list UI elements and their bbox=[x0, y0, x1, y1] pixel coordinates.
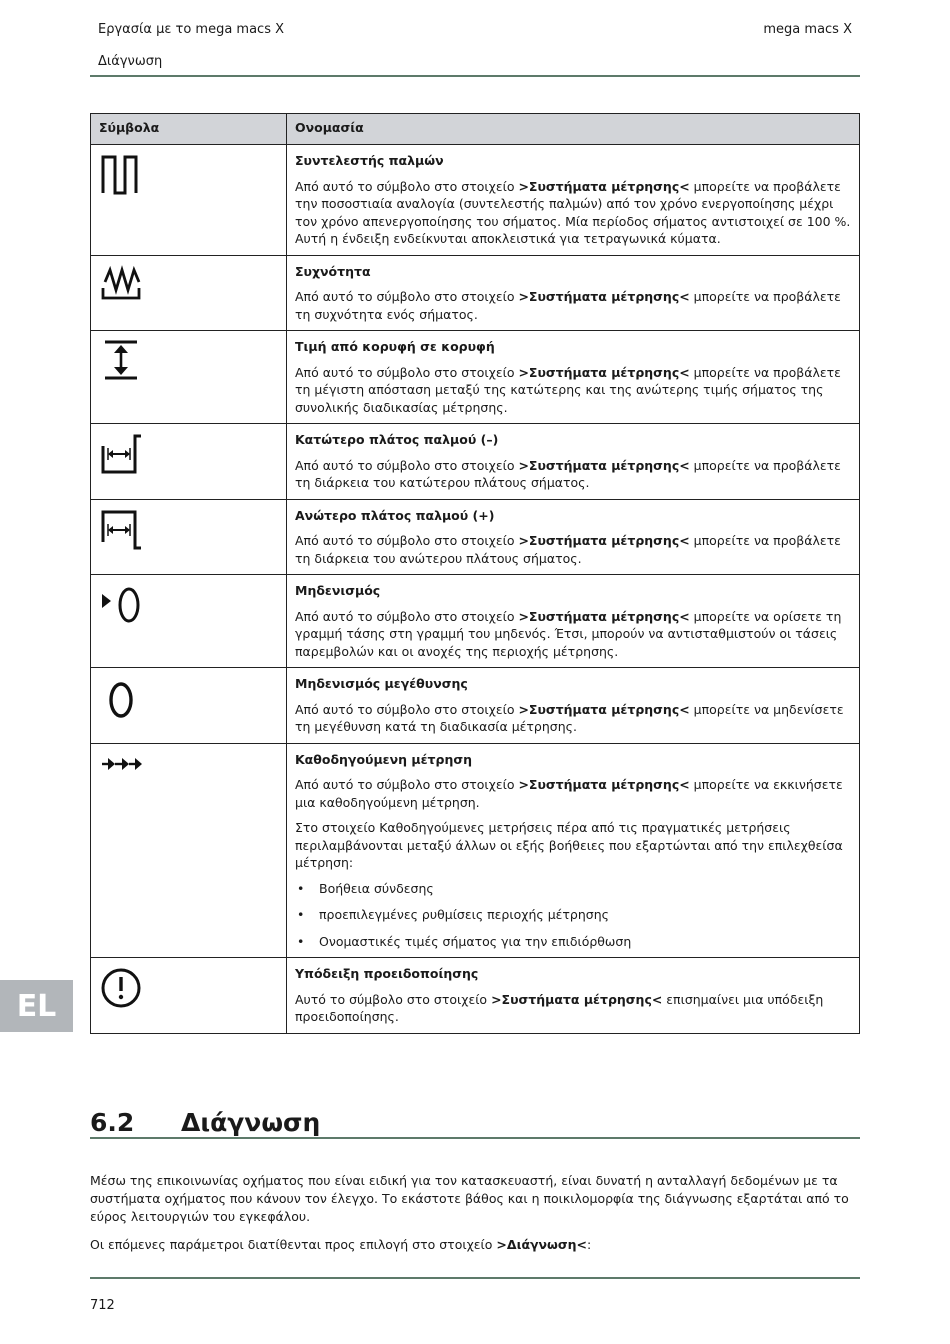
measurement-systems-ref: >Συστήματα μέτρησης< bbox=[518, 364, 690, 380]
symbol-cell bbox=[91, 575, 287, 668]
table-row bbox=[91, 743, 860, 958]
symbol-title: Ανώτερο πλάτος παλμού (+) bbox=[295, 507, 495, 523]
symbol-description: Από αυτό το σύμβολο στο στοιχείο >Συστήματα μέτρησης< μπορείτε να μηδενίσετε τη μεγέθυνση κατά τη διαδικασία μέτρησης. bbox=[295, 701, 844, 734]
symbol-description: Από αυτό το σύμβολο στο στοιχείο >Συστήματα μέτρησης< μπορείτε να ορίσετε τη γραμμή τάσης στη γραμμή του μηδενός. Έτσι, μπορούν να αντισταθμιστούν οι τάσεις παρεμβολών και οι ανοχές της περιοχής μέτρησης. bbox=[295, 608, 842, 659]
table-row bbox=[91, 331, 860, 424]
header-title: Εργασία με το mega macs X bbox=[98, 22, 285, 37]
peak-to-peak-icon bbox=[101, 339, 145, 383]
section-paragraph: Μέσω της επικοινωνίας οχήματος που είναι ειδική για τον κατασκευαστή, είναι δυνατή η ανταλλαγή δεδομένων με τα συστήματα οχήματος που κάνουν τον έλεγχο. Το εκάστοτε βάθος και η ποικιλομορφία της διάγνωσης εξαρτάται από το εύρος λειτουργιών του εγκεφάλου. bbox=[90, 1173, 849, 1224]
symbol-title: Υπόδειξη προειδοποίησης bbox=[295, 966, 479, 981]
table-row bbox=[91, 499, 860, 575]
symbol-description: Αυτό το σύμβολο στο στοιχείο >Συστήματα μέτρησης< επισημαίνει μια υπόδειξη προειδοποίησης. bbox=[295, 991, 824, 1024]
guided-measurement-icon bbox=[101, 752, 145, 776]
table-row bbox=[91, 255, 860, 331]
symbol-cell bbox=[91, 145, 287, 256]
symbol-description: Από αυτό το σύμβολο στο στοιχείο >Συστήματα μέτρησης< μπορείτε να προβάλετε τη διάρκεια του κατώτερου πλάτους σήματος. bbox=[295, 457, 841, 490]
symbol-title: Τιμή από κορυφή σε κορυφή bbox=[295, 339, 495, 354]
symbol-title: Κατώτερο πλάτος παλμού (–) bbox=[295, 432, 499, 447]
list-item: • Ονομαστικές τιμές σήματος για την επιδιόρθωση bbox=[295, 933, 851, 951]
diagnosis-ref: >Διάγνωση< bbox=[496, 1237, 588, 1252]
column-header-name: Ονομασία bbox=[287, 114, 860, 145]
list-item: • προεπιλεγμένες ρυθμίσεις περιοχής μέτρησης bbox=[295, 906, 851, 924]
language-tab: EL bbox=[0, 980, 73, 1032]
symbol-title: Συχνότητα bbox=[295, 263, 371, 279]
symbols-table bbox=[90, 113, 860, 1034]
symbol-cell bbox=[91, 255, 287, 331]
table-row bbox=[91, 958, 860, 1034]
guided-measurement-details: Στο στοιχείο Καθοδηγούμενες μετρήσεις πέρα από τις πραγματικές μετρήσεις περιλαμβάνονται μεταξύ άλλων οι εξής βοήθειες που εξαρτώνται από την επιλεχθείσα μέτρηση: bbox=[295, 820, 843, 870]
section-paragraph-parameters: Οι επόμενες παράμετροι διατίθενται προς επιλογή στο στοιχείο >Διάγνωση<: bbox=[90, 1237, 592, 1252]
symbol-cell bbox=[91, 668, 287, 744]
measurement-systems-ref: >Συστήματα μέτρησης< bbox=[518, 777, 690, 792]
section-title: Διάγνωση bbox=[181, 1108, 321, 1137]
symbol-cell bbox=[91, 958, 287, 1034]
page-number: 712 bbox=[90, 1298, 115, 1313]
table-row bbox=[91, 424, 860, 500]
warning-icon bbox=[101, 966, 145, 1010]
description-cell bbox=[287, 743, 860, 958]
zero-value-icon bbox=[101, 676, 145, 720]
table-row bbox=[91, 575, 860, 668]
description-cell bbox=[287, 331, 860, 424]
frequency-icon bbox=[101, 264, 145, 304]
section-divider bbox=[90, 1137, 860, 1139]
measurement-systems-ref: >Συστήματα μέτρησης< bbox=[518, 533, 690, 548]
table-row bbox=[91, 668, 860, 744]
positive-pulse-width-icon bbox=[101, 508, 145, 552]
table-header-row bbox=[91, 114, 860, 145]
help-list bbox=[295, 880, 851, 951]
description-cell bbox=[287, 499, 860, 575]
description-cell bbox=[287, 958, 860, 1034]
header-product: mega macs X bbox=[763, 22, 852, 37]
symbol-cell bbox=[91, 331, 287, 424]
symbol-title: Μηδενισμός μεγέθυνσης bbox=[295, 676, 468, 691]
measurement-systems-ref: >Συστήματα μέτρησης< bbox=[518, 457, 690, 473]
symbol-cell bbox=[91, 743, 287, 958]
negative-pulse-width-icon bbox=[101, 432, 145, 476]
measurement-systems-ref: >Συστήματα μέτρησης< bbox=[518, 701, 690, 717]
symbol-cell bbox=[91, 499, 287, 575]
measurement-systems-ref: >Συστήματα μέτρησης< bbox=[518, 608, 690, 624]
list-item: • Βοήθεια σύνδεσης bbox=[295, 880, 851, 898]
symbol-cell bbox=[91, 424, 287, 500]
table-row bbox=[91, 145, 860, 256]
measurement-systems-ref: >Συστήματα μέτρησης< bbox=[491, 991, 663, 1007]
symbol-description: Από αυτό το σύμβολο στο στοιχείο >Συστήματα μέτρησης< μπορείτε να προβάλετε τη μέγιστη απόσταση μεταξύ της κατώτερης και της ανώτερης τιμής σήματος της συνολικής διαδικασίας μέτρησης. bbox=[295, 364, 841, 415]
symbol-description: Από αυτό το σύμβολο στο στοιχείο >Συστήματα μέτρησης< μπορείτε να προβάλετε την ποσοστιαία αναλογία (συντελεστής παλμών) από τον χρόνο ενεργοποίησης μέχρι τον χρόνο απενεργοποίησης του σήματος. Μία περίοδος σήματος αντιστοιχεί σε 100 %. Αυτή η ένδειξη ενδείκνυται αποκλειστικά για τετραγωνικά κύματα. bbox=[295, 178, 851, 246]
measurement-systems-ref: >Συστήματα μέτρησης< bbox=[518, 178, 690, 194]
description-cell bbox=[287, 668, 860, 744]
column-header-symbols: Σύμβολα bbox=[91, 114, 287, 145]
footer-divider bbox=[90, 1277, 860, 1279]
symbol-title: Καθοδηγούμενη μέτρηση bbox=[295, 751, 473, 767]
symbol-title: Μηδενισμός bbox=[295, 583, 381, 598]
measurement-systems-ref: >Συστήματα μέτρησης< bbox=[518, 289, 690, 304]
section-number: 6.2 bbox=[90, 1108, 135, 1137]
description-cell bbox=[287, 575, 860, 668]
zero-offset-icon bbox=[101, 583, 145, 627]
symbol-description: Από αυτό το σύμβολο στο στοιχείο >Συστήματα μέτρησης< μπορείτε να εκκινήσετε μια καθοδηγούμενη μέτρηση. bbox=[295, 777, 843, 810]
description-cell bbox=[287, 255, 860, 331]
header-divider bbox=[90, 75, 860, 77]
description-cell bbox=[287, 424, 860, 500]
symbol-title: Συντελεστής παλμών bbox=[295, 153, 444, 168]
duty-cycle-icon bbox=[101, 153, 145, 197]
symbol-description: Από αυτό το σύμβολο στο στοιχείο >Συστήματα μέτρησης< μπορείτε να προβάλετε τη διάρκεια του ανώτερου πλάτους σήματος. bbox=[295, 533, 841, 566]
header-chapter: Διάγνωση bbox=[98, 54, 163, 69]
symbol-description: Από αυτό το σύμβολο στο στοιχείο >Συστήματα μέτρησης< μπορείτε να προβάλετε τη συχνότητα ενός σήματος. bbox=[295, 289, 841, 322]
description-cell bbox=[287, 145, 860, 256]
